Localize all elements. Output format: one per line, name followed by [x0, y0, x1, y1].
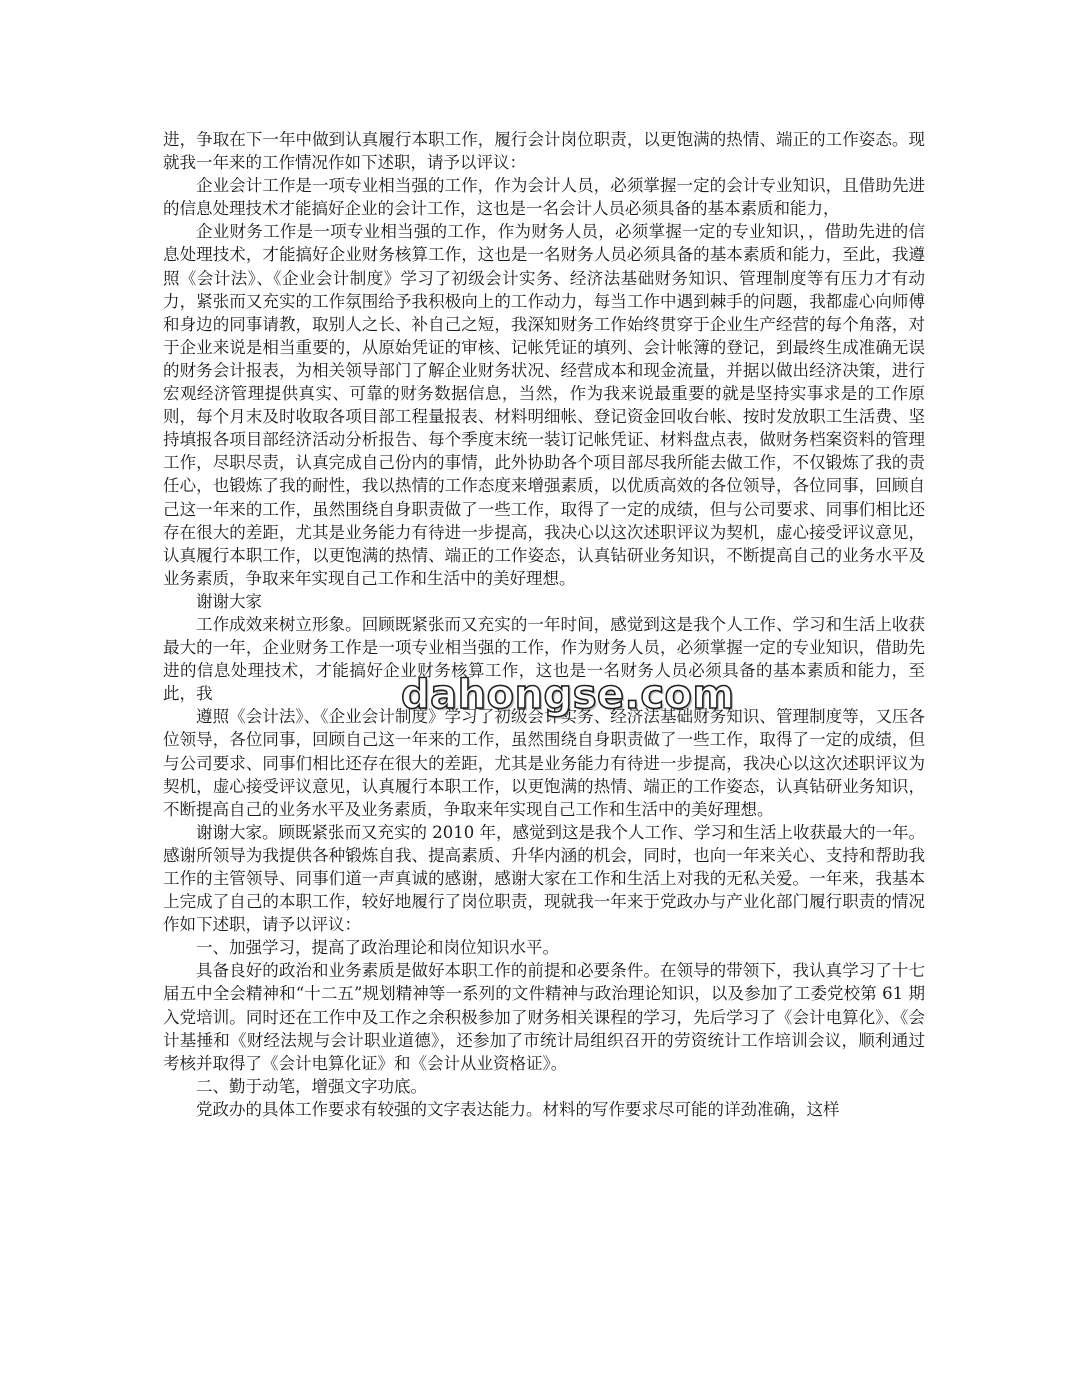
paragraph-work-results: 工作成效来树立形象。回顾既紧张而又充实的一年时间，感觉到这是我个人工作、学习和生活上收获最大的一年，企业财务工作是一项专业相当强的工作，作为财务人员，必须掌握一定的专业知识，借助先进的信息处理技术，才能搞好企业财务核算工作，这也是一名财务人员必须具备的基本素质和能力，至此，我: [163, 614, 925, 704]
paragraph-intro: 进，争取在下一年中做到认真履行本职工作，履行会计岗位职责，以更饱满的热情、端正的工作姿态。现就我一年来的工作情况作如下述职，请予以评议：: [163, 130, 925, 173]
paragraph-thanks-1: 谢谢大家: [196, 591, 262, 611]
paragraph-accounting: 企业会计工作是一项专业相当强的工作，作为会计人员，必须掌握一定的会计专业知识，且借助先进的信息处理技术才能搞好企业的会计工作，这也是一名会计人员必须具备的基本素质和能力，: [163, 176, 925, 219]
document-body: [163, 128, 925, 1121]
paragraph-writing: 党政办的具体工作要求有较强的文字表达能力。材料的写作要求尽可能的详劲准确，这样: [196, 1099, 840, 1119]
section-heading-1: 一、加强学习，提高了政治理论和岗位知识水平。: [196, 938, 559, 958]
paragraph-finance-work: 企业财务工作是一项专业相当强的工作，作为财务人员，必须掌握一定的专业知识，，借助先进的信息处理技术，才能搞好企业财务核算工作，这也是一名财务人员必须具备的基本素质和能力，至此，我遵照《会计法》、《企业会计制度》学习了初级会计实务、经济法基础财务知识、管理制度等有压力才有动力，紧张而又充实的工作氛围给予我积极向上的工作动力，每当工作中遇到棘手的问题，我都虚心向师傅和身边的同事请教，取别人之长、补自己之短，我深知财务工作始终贯穿于企业生产经营的每个角落，对于企业来说是相当重要的，从原始凭证的审核、记帐凭证的填列、会计帐簿的登记，到最终生成准确无误的财务会计报表，为相关领导部门了解企业财务状况、经营成本和现金流量，并据以做出经济决策，进行宏观经济管理提供真实、可靠的财务数据信息，当然，作为我来说最重要的就是坚持实事求是的工作原则，每个月末及时收取各项目部工程量报表、材料明细帐、登记资金回收台帐、按时发放职工生活费、坚持填报各项目部经济活动分析报告、每个季度末统一装订记帐凭证、材料盘点表，做财务档案资料的管理工作，尽职尽责，认真完成自己份内的事情，此外协助各个项目部尽我所能去做工作，不仅锻炼了我的责任心，也锻炼了我的耐性，我以热情的工作态度来增强素质，以优质高效的各位领导，各位同事，回顾自己这一年来的工作，虽然围绕自身职责做了一些工作，取得了一定的成绩，但与公司要求、同事们相比还存在很大的差距，尤其是业务能力有待进一步提高，我决心以这次述职评议为契机，虚心接受评议意见，认真履行本职工作，以更饱满的热情、端正的工作姿态，认真钻研业务知识，不断提高自己的业务水平及业务素质，争取来年实现自己工作和生活中的美好理想。: [163, 222, 925, 588]
watermark-logo: dahongse.com: [401, 672, 735, 718]
section-heading-2: 二、勤于动笔，增强文字功底。: [196, 1076, 427, 1096]
paragraph-compliance: 遵照《会计法》、《企业会计制度》学习了初级会计实务、经济法基础财务知识、管理制度等，又压各位领导，各位同事，回顾自己这一年来的工作，虽然围绕自身职责做了一些工作，取得了一定的成绩，但与公司要求、同事们相比还存在很大的差距，尤其是业务能力有待进一步提高，我决心以这次述职评议为契机，虚心接受评议意见，认真履行本职工作，以更饱满的热情、端正的工作姿态，认真钻研业务知识，不断提高自己的业务水平及业务素质，争取来年实现自己工作和生活中的美好理想。: [163, 707, 925, 819]
paragraph-study: 具备良好的政治和业务素质是做好本职工作的前提和必要条件。在领导的带领下，我认真学习了十七届五中全会精神和“十二五”规划精神等一系列的文件精神与政治理论知识，以及参加了工委党校第 61 期入党培训。同时还在工作中及工作之余积极参加了财务相关课程的学习，先后学习了《会计电算化》、《会计基捶和《财经法规与会计职业道德》，还参加了市统计局组织召开的劳资统计工作培训会议，顺利通过考核并取得了《会计电算化证》和《会计从业资格证》。: [163, 961, 925, 1073]
paragraph-thanks-2010: 谢谢大家。顾既紧张而又充实的 2010 年，感觉到这是我个人工作、学习和生活上收获最大的一年。感谢所领导为我提供各种锻炼自我、提高素质、升华内涵的机会，同时，也向一年来关心、支持和帮助我工作的主管领导、同事们道一声真诚的感谢，感谢大家在工作和生活上对我的无私关爱。一年来，我基本上完成了自己的本职工作，较好地履行了岗位职责，现就我一年来于党政办与产业化部门履行职责的情况作如下述职，请予以评议：: [163, 822, 925, 935]
